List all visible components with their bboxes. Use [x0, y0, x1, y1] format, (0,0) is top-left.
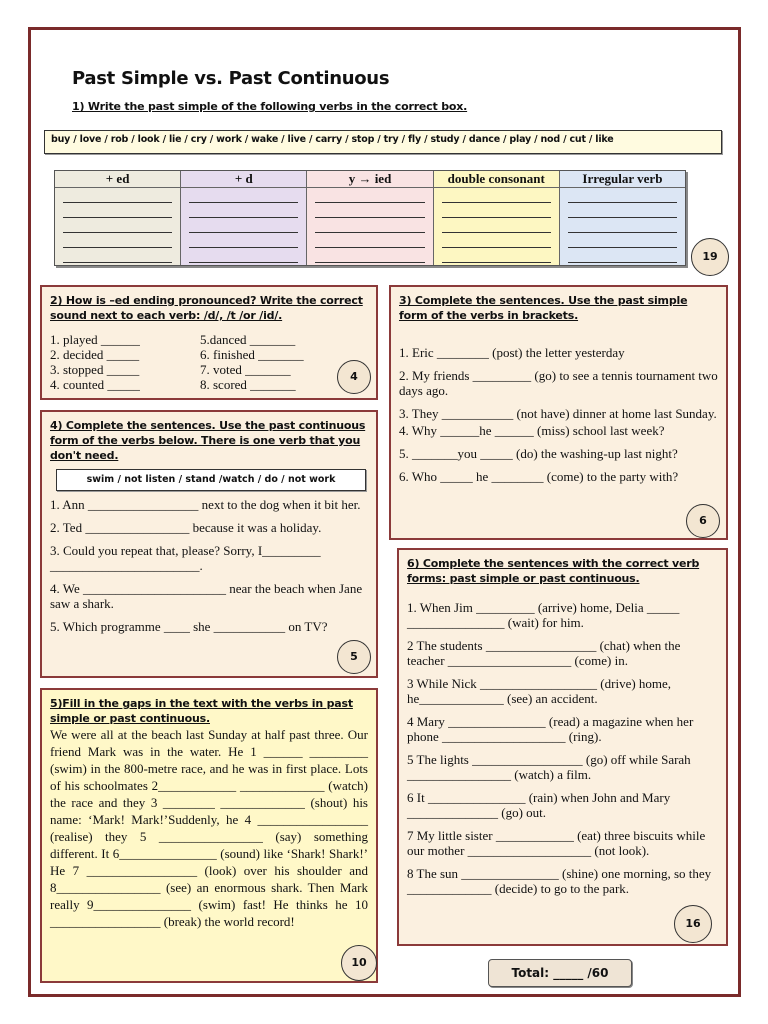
list-item: 4. Why ______he ______ (miss) school last week?	[399, 423, 665, 438]
column-ied	[307, 171, 433, 265]
list-item: 5.danced _______	[200, 332, 296, 347]
list-item: 6 It _______________ (rain) when John and Mary ______________ (go) out.	[407, 790, 671, 820]
answer-line[interactable]	[63, 252, 172, 263]
section2-box	[40, 285, 378, 400]
section3-score-badge: 6	[686, 504, 720, 538]
section5-score-badge: 10	[341, 945, 377, 981]
answer-line[interactable]	[63, 222, 172, 233]
answer-line[interactable]	[442, 222, 551, 233]
list-item: 6. Who _____ he ________ (come) to the party with?	[399, 469, 679, 484]
list-item: 4 Mary _______________ (read) a magazine when her phone ___________________ (ring).	[407, 714, 694, 744]
page-title: Past Simple vs. Past Continuous	[72, 68, 390, 89]
column-double-consonant	[434, 171, 560, 265]
list-item: 3. They ___________ (not have) dinner at home last Sunday.	[399, 406, 717, 421]
list-item: 3. Could you repeat that, please? Sorry, I_________ _______________________.	[50, 543, 321, 573]
section5-box	[40, 688, 378, 983]
answer-line[interactable]	[568, 207, 677, 218]
list-item: 7 My little sister ____________ (eat) three biscuits while our mother ___________________ (not look).	[407, 828, 706, 858]
answer-line[interactable]	[315, 222, 424, 233]
answer-line[interactable]	[189, 252, 298, 263]
total-score-box: Total: _____ /60	[488, 959, 632, 987]
section4-box	[40, 410, 378, 678]
answer-line[interactable]	[63, 192, 172, 203]
answer-line[interactable]	[442, 237, 551, 248]
list-item: 8 The sun _______________ (shine) one morning, so they _____________ (decide) to go to the park.	[407, 866, 712, 896]
answer-line[interactable]	[568, 222, 677, 233]
verb-list-box: buy / love / rob / look / lie / cry / work / wake / live / carry / stop / try / fly / study / dance / play / nod / cut / like	[44, 130, 722, 154]
list-item: 3 While Nick __________________ (drive) home, he_____________ (see) an accident.	[407, 676, 672, 706]
answer-line[interactable]	[189, 237, 298, 248]
section2-score-badge: 4	[337, 360, 371, 394]
answer-line[interactable]	[315, 207, 424, 218]
answer-line[interactable]	[315, 192, 424, 203]
section6-score-badge: 16	[674, 905, 712, 943]
section1-score-badge: 19	[691, 238, 729, 276]
column-header: + ed	[55, 171, 180, 188]
answer-line[interactable]	[189, 207, 298, 218]
gap-fill-text: We were all at the beach last Sunday at half past three. Our friend Mark was in the water. He 1 ______ _________ (swim) in the 800-metre race, and he was in first place. Lots of his schoolmates 2____________ _____________ (watch) the race and they 3 ________ _____________ (shout) his name: ‘Mark! Mark!’Suddenly, he 4 _________________ (realise) they 5 ________________ (say) something different. It 6_______________ (sound) like ‘Shark! Shark!’ He 7 _________________ (look) over his shoulder and 8________________ (see) an enormous shark. Then Mark really 9_______________ (swim) fast! He thinks he 10 _________________ (break) the world record!	[50, 727, 368, 929]
list-item: 5 The lights _________________ (go) off while Sarah ________________ (watch) a film.	[407, 752, 691, 782]
column-header: y → ied	[307, 171, 432, 188]
answer-line[interactable]	[189, 222, 298, 233]
answer-line[interactable]	[63, 207, 172, 218]
list-item: 3. stopped _____	[50, 362, 140, 377]
verb-category-table	[54, 170, 686, 266]
answer-line[interactable]	[442, 207, 551, 218]
answer-line[interactable]	[63, 237, 172, 248]
answer-line[interactable]	[568, 192, 677, 203]
list-item: 2. My friends _________ (go) to see a tennis tournament two days ago.	[399, 368, 718, 398]
answer-line[interactable]	[315, 252, 424, 263]
column-header: + d	[181, 171, 306, 188]
answer-line[interactable]	[315, 237, 424, 248]
list-item: 7. voted _______	[200, 362, 291, 377]
answer-line[interactable]	[568, 237, 677, 248]
column-ed	[55, 171, 181, 265]
word-bank-box: swim / not listen / stand /watch / do / not work	[56, 469, 366, 491]
answer-line[interactable]	[442, 192, 551, 203]
list-item: 1. Eric ________ (post) the letter yesterday	[399, 345, 625, 360]
column-d	[181, 171, 307, 265]
list-item: 2. decided _____	[50, 347, 140, 362]
list-item: 1. Ann _________________ next to the dog when it bit her.	[50, 497, 361, 512]
section2-items	[50, 332, 368, 392]
answer-line[interactable]	[568, 252, 677, 263]
list-item: 4. We ______________________ near the beach when Jane saw a shark.	[50, 581, 363, 611]
column-irregular	[560, 171, 685, 265]
list-item: 6. finished _______	[200, 347, 304, 362]
list-item: 4. counted _____	[50, 377, 140, 392]
list-item: 1. played ______	[50, 332, 140, 347]
list-item: 2 The students _________________ (chat) when the teacher ___________________ (come) in.	[407, 638, 681, 668]
section1-instruction: 1) Write the past simple of the following verbs in the correct box.	[72, 100, 468, 113]
column-header: Irregular verb	[560, 171, 685, 188]
section4-instruction: 4) Complete the sentences. Use the past continuous form of the verbs below. There is one verb that you don't need.	[50, 419, 366, 462]
list-item: 2. Ted ________________ because it was a holiday.	[50, 520, 322, 535]
section5-instruction: 5)Fill in the gaps in the text with the verbs in past simple or past continuous.	[50, 697, 353, 725]
section6-instruction: 6) Complete the sentences with the correct verb forms: past simple or past continuous.	[407, 557, 700, 585]
list-item: 5. Which programme ____ she ___________ on TV?	[50, 619, 328, 634]
section2-instruction: 2) How is –ed ending pronounced? Write the correct sound next to each verb: /d/, /t /or /id/.	[50, 294, 363, 322]
list-item: 1. When Jim _________ (arrive) home, Delia _____ _______________ (wait) for him.	[407, 600, 680, 630]
answer-line[interactable]	[442, 252, 551, 263]
answer-line[interactable]	[189, 192, 298, 203]
section4-score-badge: 5	[337, 640, 371, 674]
list-item: 5. _______you _____ (do) the washing-up last night?	[399, 446, 678, 461]
section3-instruction: 3) Complete the sentences. Use the past simple form of the verbs in brackets.	[399, 294, 688, 322]
section3-box	[389, 285, 728, 540]
list-item: 8. scored _______	[200, 377, 296, 392]
column-header: double consonant	[434, 171, 559, 188]
section6-box	[397, 548, 728, 946]
